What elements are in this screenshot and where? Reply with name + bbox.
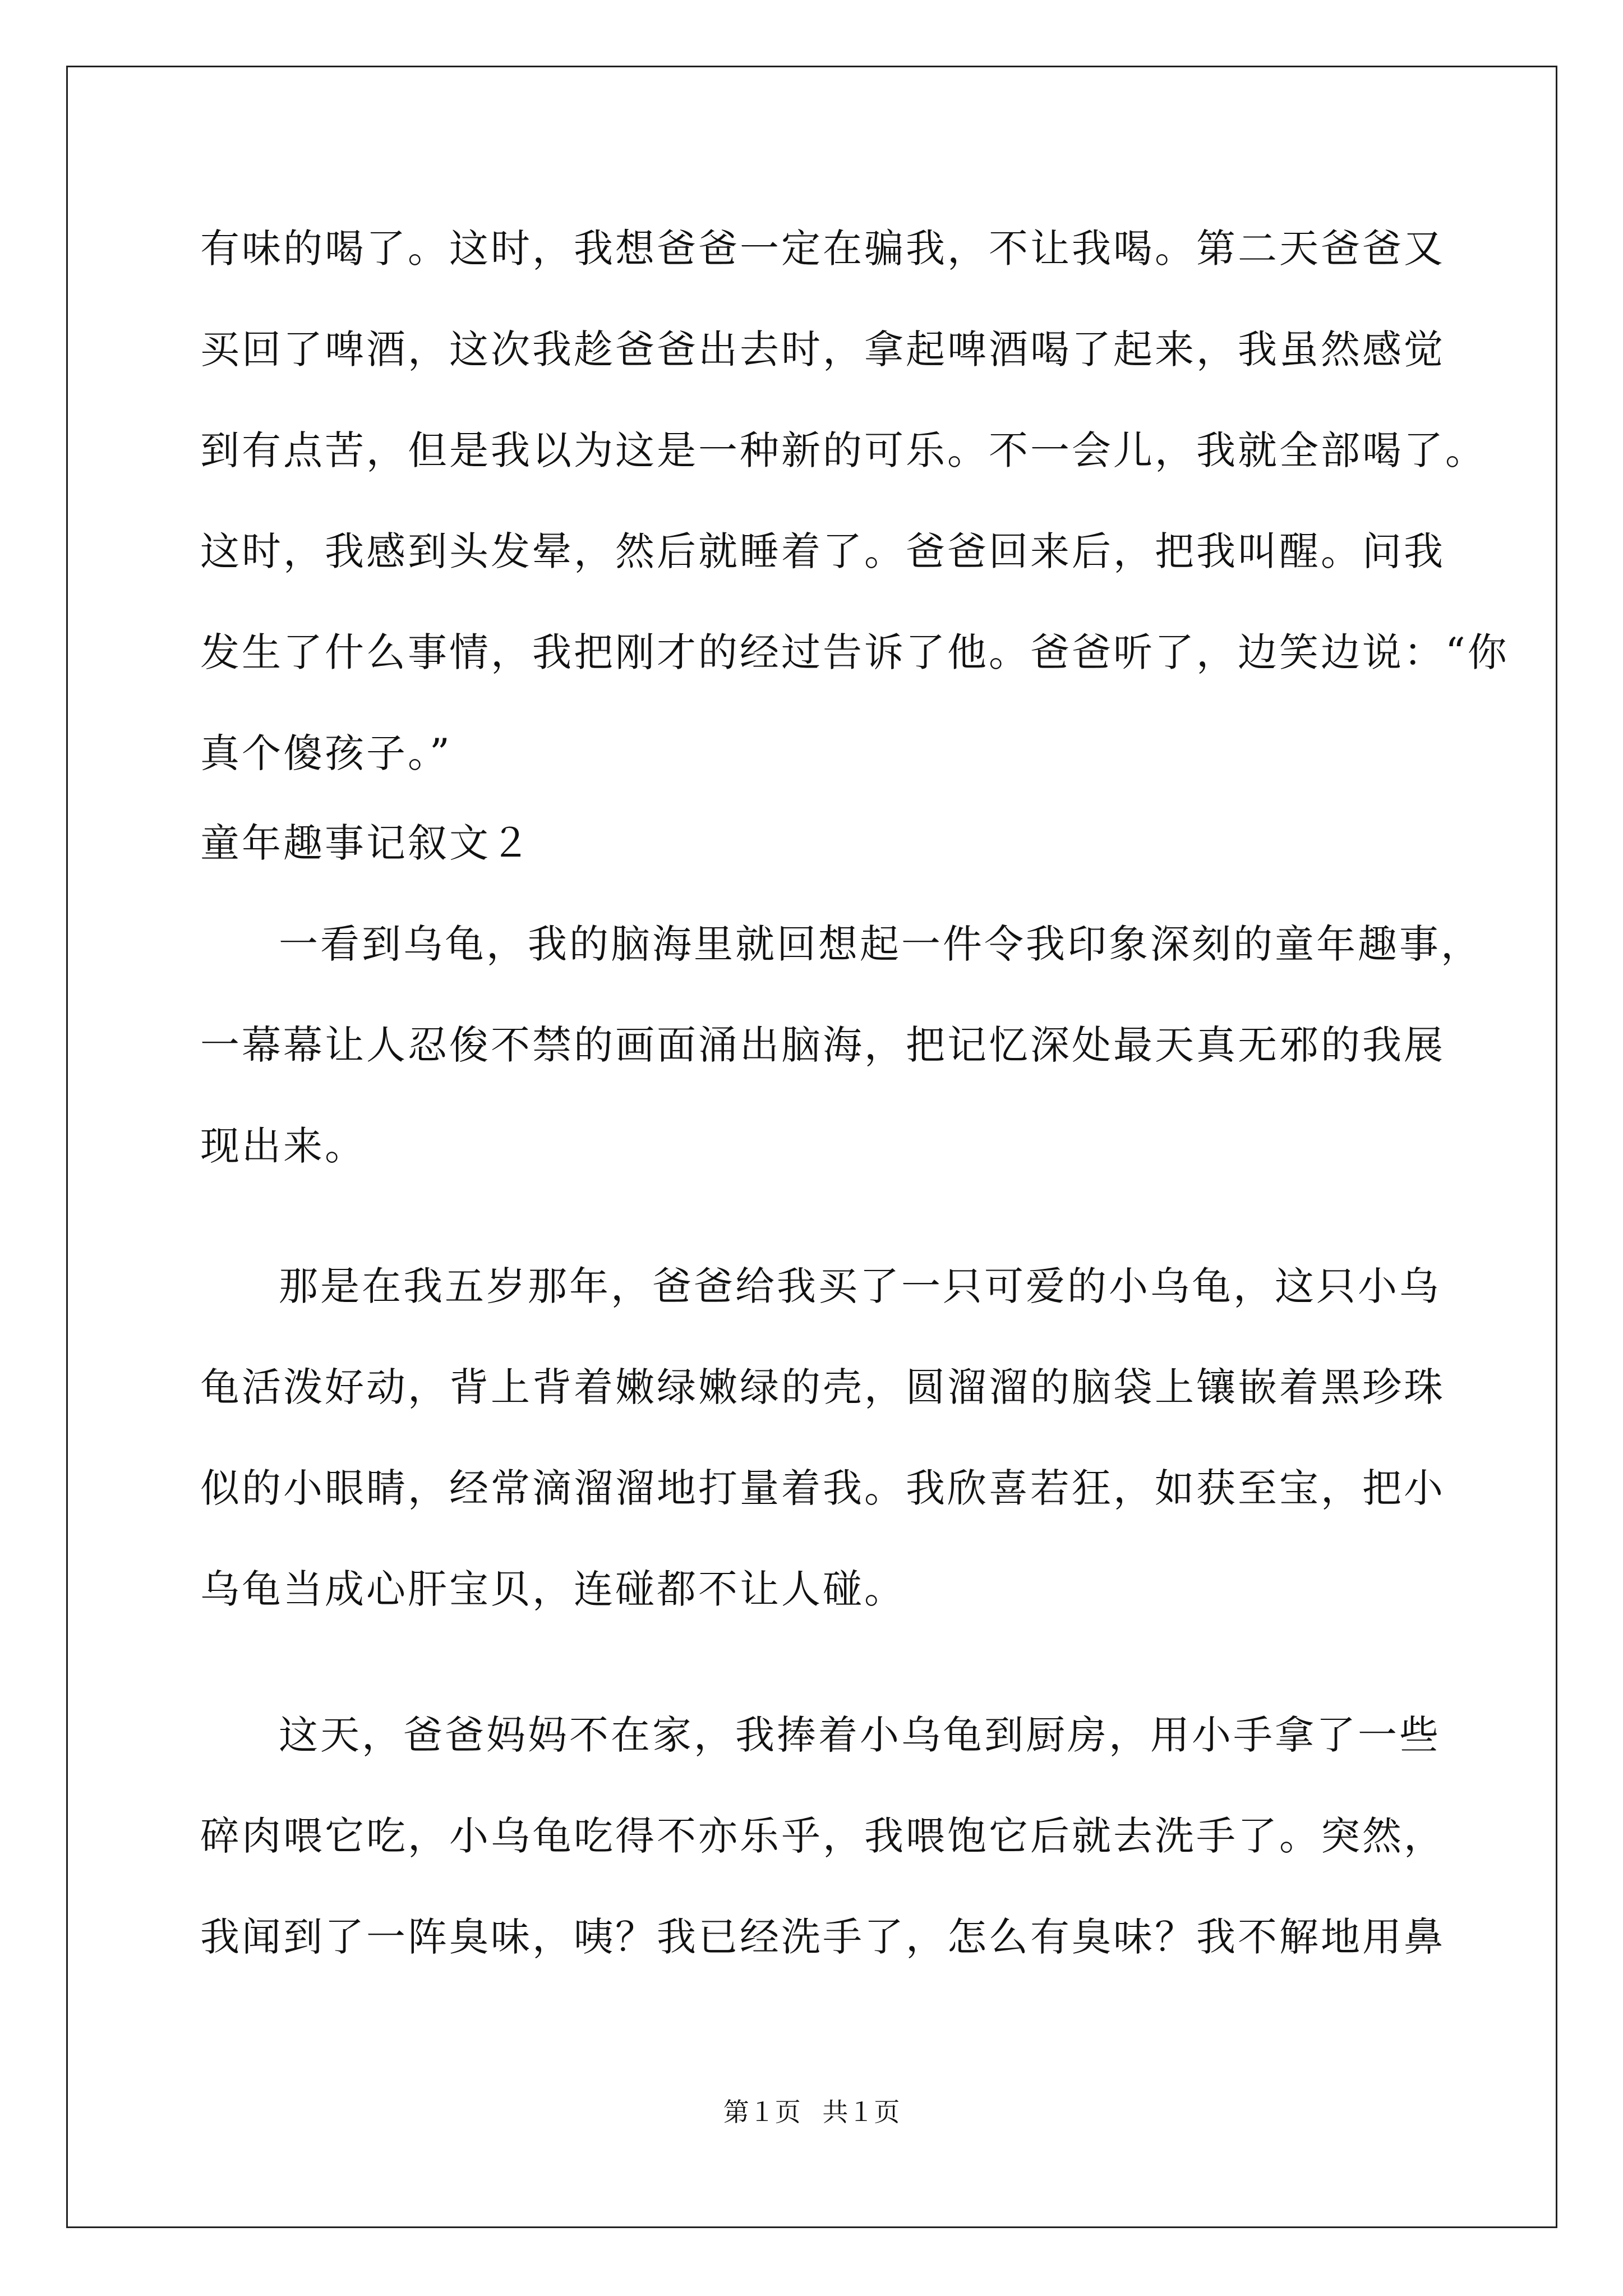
text-line: 这时，我感到头发晕，然后就睡着了。爸爸回来后，把我叫醒。问我 <box>200 528 1445 574</box>
paragraph-line: 龟活泼好动，背上背着嫩绿嫩绿的壳，圆溜溜的脑袋上镶嵌着黑珍珠 <box>200 1364 1445 1410</box>
text-line: 有味的喝了。这时，我想爸爸一定在骗我，不让我喝。第二天爸爸又 <box>200 226 1445 272</box>
text-line: 买回了啤酒，这次我趁爸爸出去时，拿起啤酒喝了起来，我虽然感觉 <box>200 326 1445 372</box>
text-line: 到有点苦，但是我以为这是一种新的可乐。不一会儿，我就全部喝了。 <box>200 427 1487 473</box>
paragraph-line: 这天，爸爸妈妈不在家，我捧着小乌龟到厨房，用小手拿了一些 <box>279 1712 1441 1758</box>
paragraph-line: 一看到乌龟，我的脑海里就回想起一件令我印象深刻的童年趣事， <box>279 921 1482 967</box>
paragraph-line: 一幕幕让人忍俊不禁的画面涌出脑海，把记忆深处最天真无邪的我展 <box>200 1022 1445 1068</box>
paragraph-line: 我闻到了一阵臭味，咦？我已经洗手了，怎么有臭味？我不解地用鼻 <box>200 1914 1445 1960</box>
paragraph-line: 碎肉喂它吃，小乌龟吃得不亦乐乎，我喂饱它后就去洗手了。突然， <box>200 1813 1445 1859</box>
paragraph-line: 乌龟当成心肝宝贝，连碰都不让人碰。 <box>200 1566 906 1612</box>
paragraph-line: 似的小眼睛，经常滴溜溜地打量着我。我欣喜若狂，如获至宝，把小 <box>200 1465 1445 1511</box>
text-line: 发生了什么事情，我把刚才的经过告诉了他。爸爸听了，边笑边说：“你 <box>200 629 1509 675</box>
page-number-current: 第１页 <box>723 2097 801 2127</box>
paragraph-line: 那是在我五岁那年，爸爸给我买了一只可爱的小乌龟，这只小乌 <box>279 1263 1441 1309</box>
paragraph-line: 现出来。 <box>200 1123 366 1169</box>
page-footer <box>0 2095 1623 2129</box>
page-number-total: 共１页 <box>822 2097 900 2127</box>
section-heading: 童年趣事记叙文２ <box>200 820 532 866</box>
text-line: 真个傻孩子。” <box>200 730 452 776</box>
